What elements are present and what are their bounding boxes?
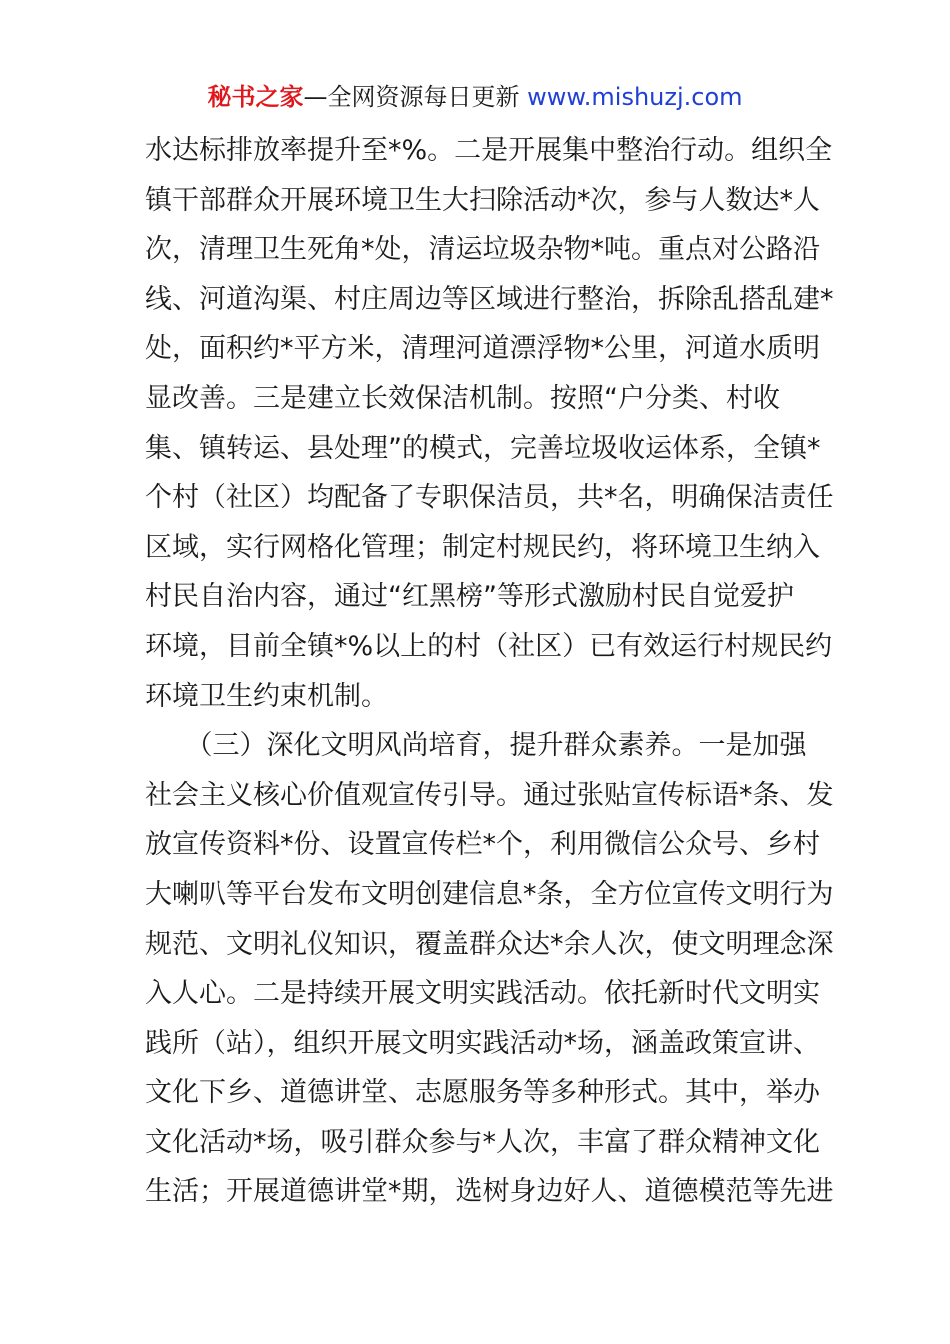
text-line: 次，清理卫生死角*处，清运垃圾杂物*吨。重点对公路沿 [145,234,820,266]
text-line: 大喇叭等平台发布文明创建信息*条，全方位宣传文明行为 [145,878,834,910]
text-line: 显改善。三是建立长效保洁机制。按照“户分类、村收 [145,382,780,414]
text-line: 入人心。二是持续开展文明实践活动。依托新时代文明实 [145,978,820,1010]
text-line: 文化下乡、道德讲堂、志愿服务等多种形式。其中，举办 [145,1077,820,1109]
page-header [0,80,950,114]
text-line: 文化活动*场，吸引群众参与*人次，丰富了群众精神文化 [145,1126,820,1158]
brand-name: 秘书之家 [207,83,304,111]
text-line: 集、镇转运、县处理”的模式，完善垃圾收运体系，全镇* [145,432,821,464]
text-line: 环境，目前全镇*%以上的村（社区）已有效运行村规民约 [145,630,833,662]
website-link[interactable]: www.mishuzj.com [527,83,743,111]
text-line: 社会主义核心价值观宣传引导。通过张贴宣传标语*条、发 [145,779,834,811]
text-line: 线、河道沟渠、村庄周边等区域进行整治，拆除乱搭乱建* [145,283,834,315]
text-line: 村民自治内容，通过“红黑榜”等形式激励村民自觉爱护 [145,581,794,613]
text-line: 处，面积约*平方米，清理河道漂浮物*公里，河道水质明 [145,333,820,365]
header-tagline: —全网资源每日更新 [303,83,520,111]
text-line: （三）深化文明风尚培育，提升群众素养。一是加强 [145,730,807,762]
text-line: 镇干部群众开展环境卫生大扫除活动*次，参与人数达*人 [145,184,820,216]
text-line: 规范、文明礼仪知识，覆盖群众达*余人次，使文明理念深 [145,928,834,960]
text-line: 水达标排放率提升至*%。二是开展集中整治行动。组织全 [145,135,833,166]
text-line: 践所（站），组织开展文明实践活动*场，涵盖政策宣讲、 [145,1027,820,1059]
text-line: 区域，实行网格化管理；制定村规民约，将环境卫生纳入 [145,531,820,563]
text-line: 个村（社区）均配备了专职保洁员，共*名，明确保洁责任 [145,482,834,514]
text-line: 生活；开展道德讲堂*期，选树身边好人、道德模范等先进 [145,1176,834,1208]
text-line: 放宣传资料*份、设置宣传栏*个，利用微信公众号、乡村 [145,829,820,861]
body-text [145,126,834,1217]
text-line: 环境卫生约束机制。 [145,680,388,712]
